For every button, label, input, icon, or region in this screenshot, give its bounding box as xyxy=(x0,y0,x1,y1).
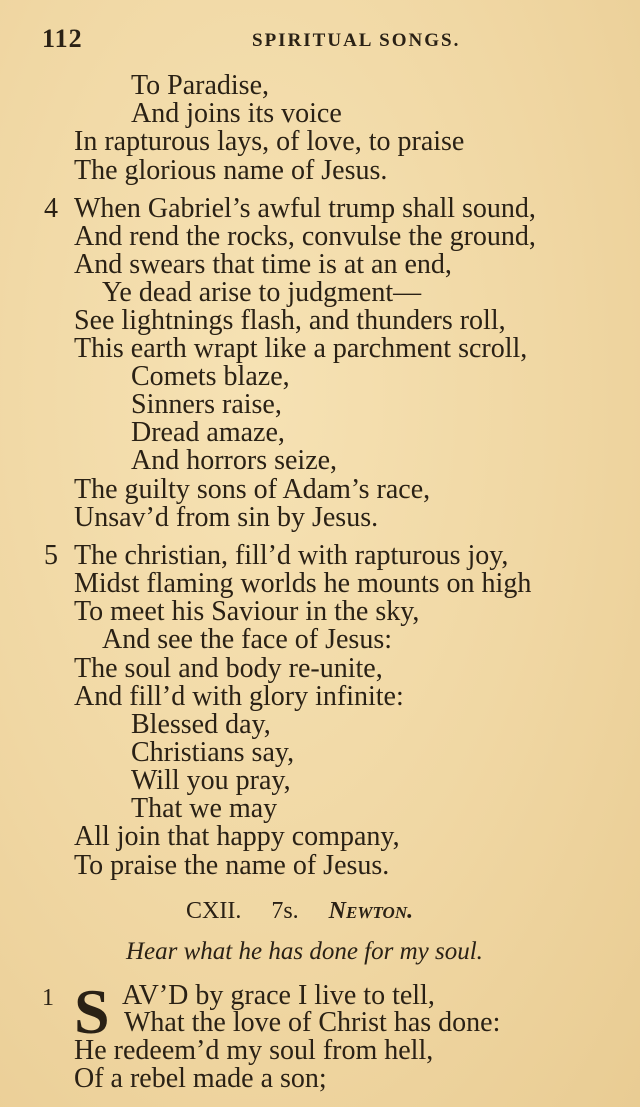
verse-line: To praise the name of Jesus. xyxy=(74,850,390,881)
verse-line: In rapturous lays, of love, to praise xyxy=(74,126,465,157)
verse-line: Of a rebel made a son; xyxy=(74,1063,327,1094)
verse-number: 1 xyxy=(42,985,54,1011)
verse-number: 5 xyxy=(44,540,58,571)
verse-line: Midst flaming worlds he mounts on high xyxy=(74,568,532,599)
verse-line: That we may xyxy=(131,793,278,824)
page-number: 112 xyxy=(42,24,83,53)
verse-line: And joins its voice xyxy=(131,98,342,129)
verse-number: 4 xyxy=(44,193,58,224)
verse-line: Unsav’d from sin by Jesus. xyxy=(74,502,379,533)
verse-line: Christians say, xyxy=(131,737,295,768)
hymn-number: CXII. xyxy=(186,898,242,924)
verse-line: Blessed day, xyxy=(131,709,271,740)
verse-line: To Paradise, xyxy=(131,70,270,101)
hymn-heading xyxy=(186,898,413,925)
verse-line: Sinners raise, xyxy=(131,389,282,420)
verse-line: Comets blaze, xyxy=(131,361,290,392)
hymn-subtitle: Hear what he has done for my soul. xyxy=(126,938,483,965)
verse-line: AV’D by grace I live to tell, xyxy=(122,980,435,1011)
verse-line: Will you pray, xyxy=(131,765,291,796)
verse-line: The soul and body re-unite, xyxy=(74,653,383,684)
verse-line: All join that happy company, xyxy=(74,821,400,852)
drop-cap: S xyxy=(74,976,110,1047)
verse-line: When Gabriel’s awful trump shall sound, xyxy=(74,193,536,224)
verse-line: What the love of Christ has done: xyxy=(124,1007,501,1038)
verse-line: He redeem’d my soul from hell, xyxy=(74,1035,434,1066)
page-header xyxy=(42,24,602,58)
verse-line: The glorious name of Jesus. xyxy=(74,155,388,186)
verse-line: The christian, fill’d with rapturous joy, xyxy=(74,540,509,571)
verse-line: And fill’d with glory infinite: xyxy=(74,681,404,712)
verse-line: This earth wrapt like a parchment scroll, xyxy=(74,333,528,364)
verse-line: And swears that time is at an end, xyxy=(74,249,452,280)
running-head: SPIRITUAL SONGS. xyxy=(252,30,461,51)
verse-line: To meet his Saviour in the sky, xyxy=(74,596,420,627)
hymn-meter: 7s. xyxy=(271,898,299,924)
verse-line: And horrors seize, xyxy=(131,445,338,476)
verse-line: Dread amaze, xyxy=(131,417,285,448)
hymn-tune: Newton. xyxy=(328,898,414,924)
verse-line: And see the face of Jesus: xyxy=(102,624,393,655)
verse-line: See lightnings flash, and thunders roll, xyxy=(74,305,506,336)
verse-line: The guilty sons of Adam’s race, xyxy=(74,474,431,505)
verse-line: Ye dead arise to judgment— xyxy=(102,277,422,308)
verse-line: And rend the rocks, convulse the ground, xyxy=(74,221,536,252)
